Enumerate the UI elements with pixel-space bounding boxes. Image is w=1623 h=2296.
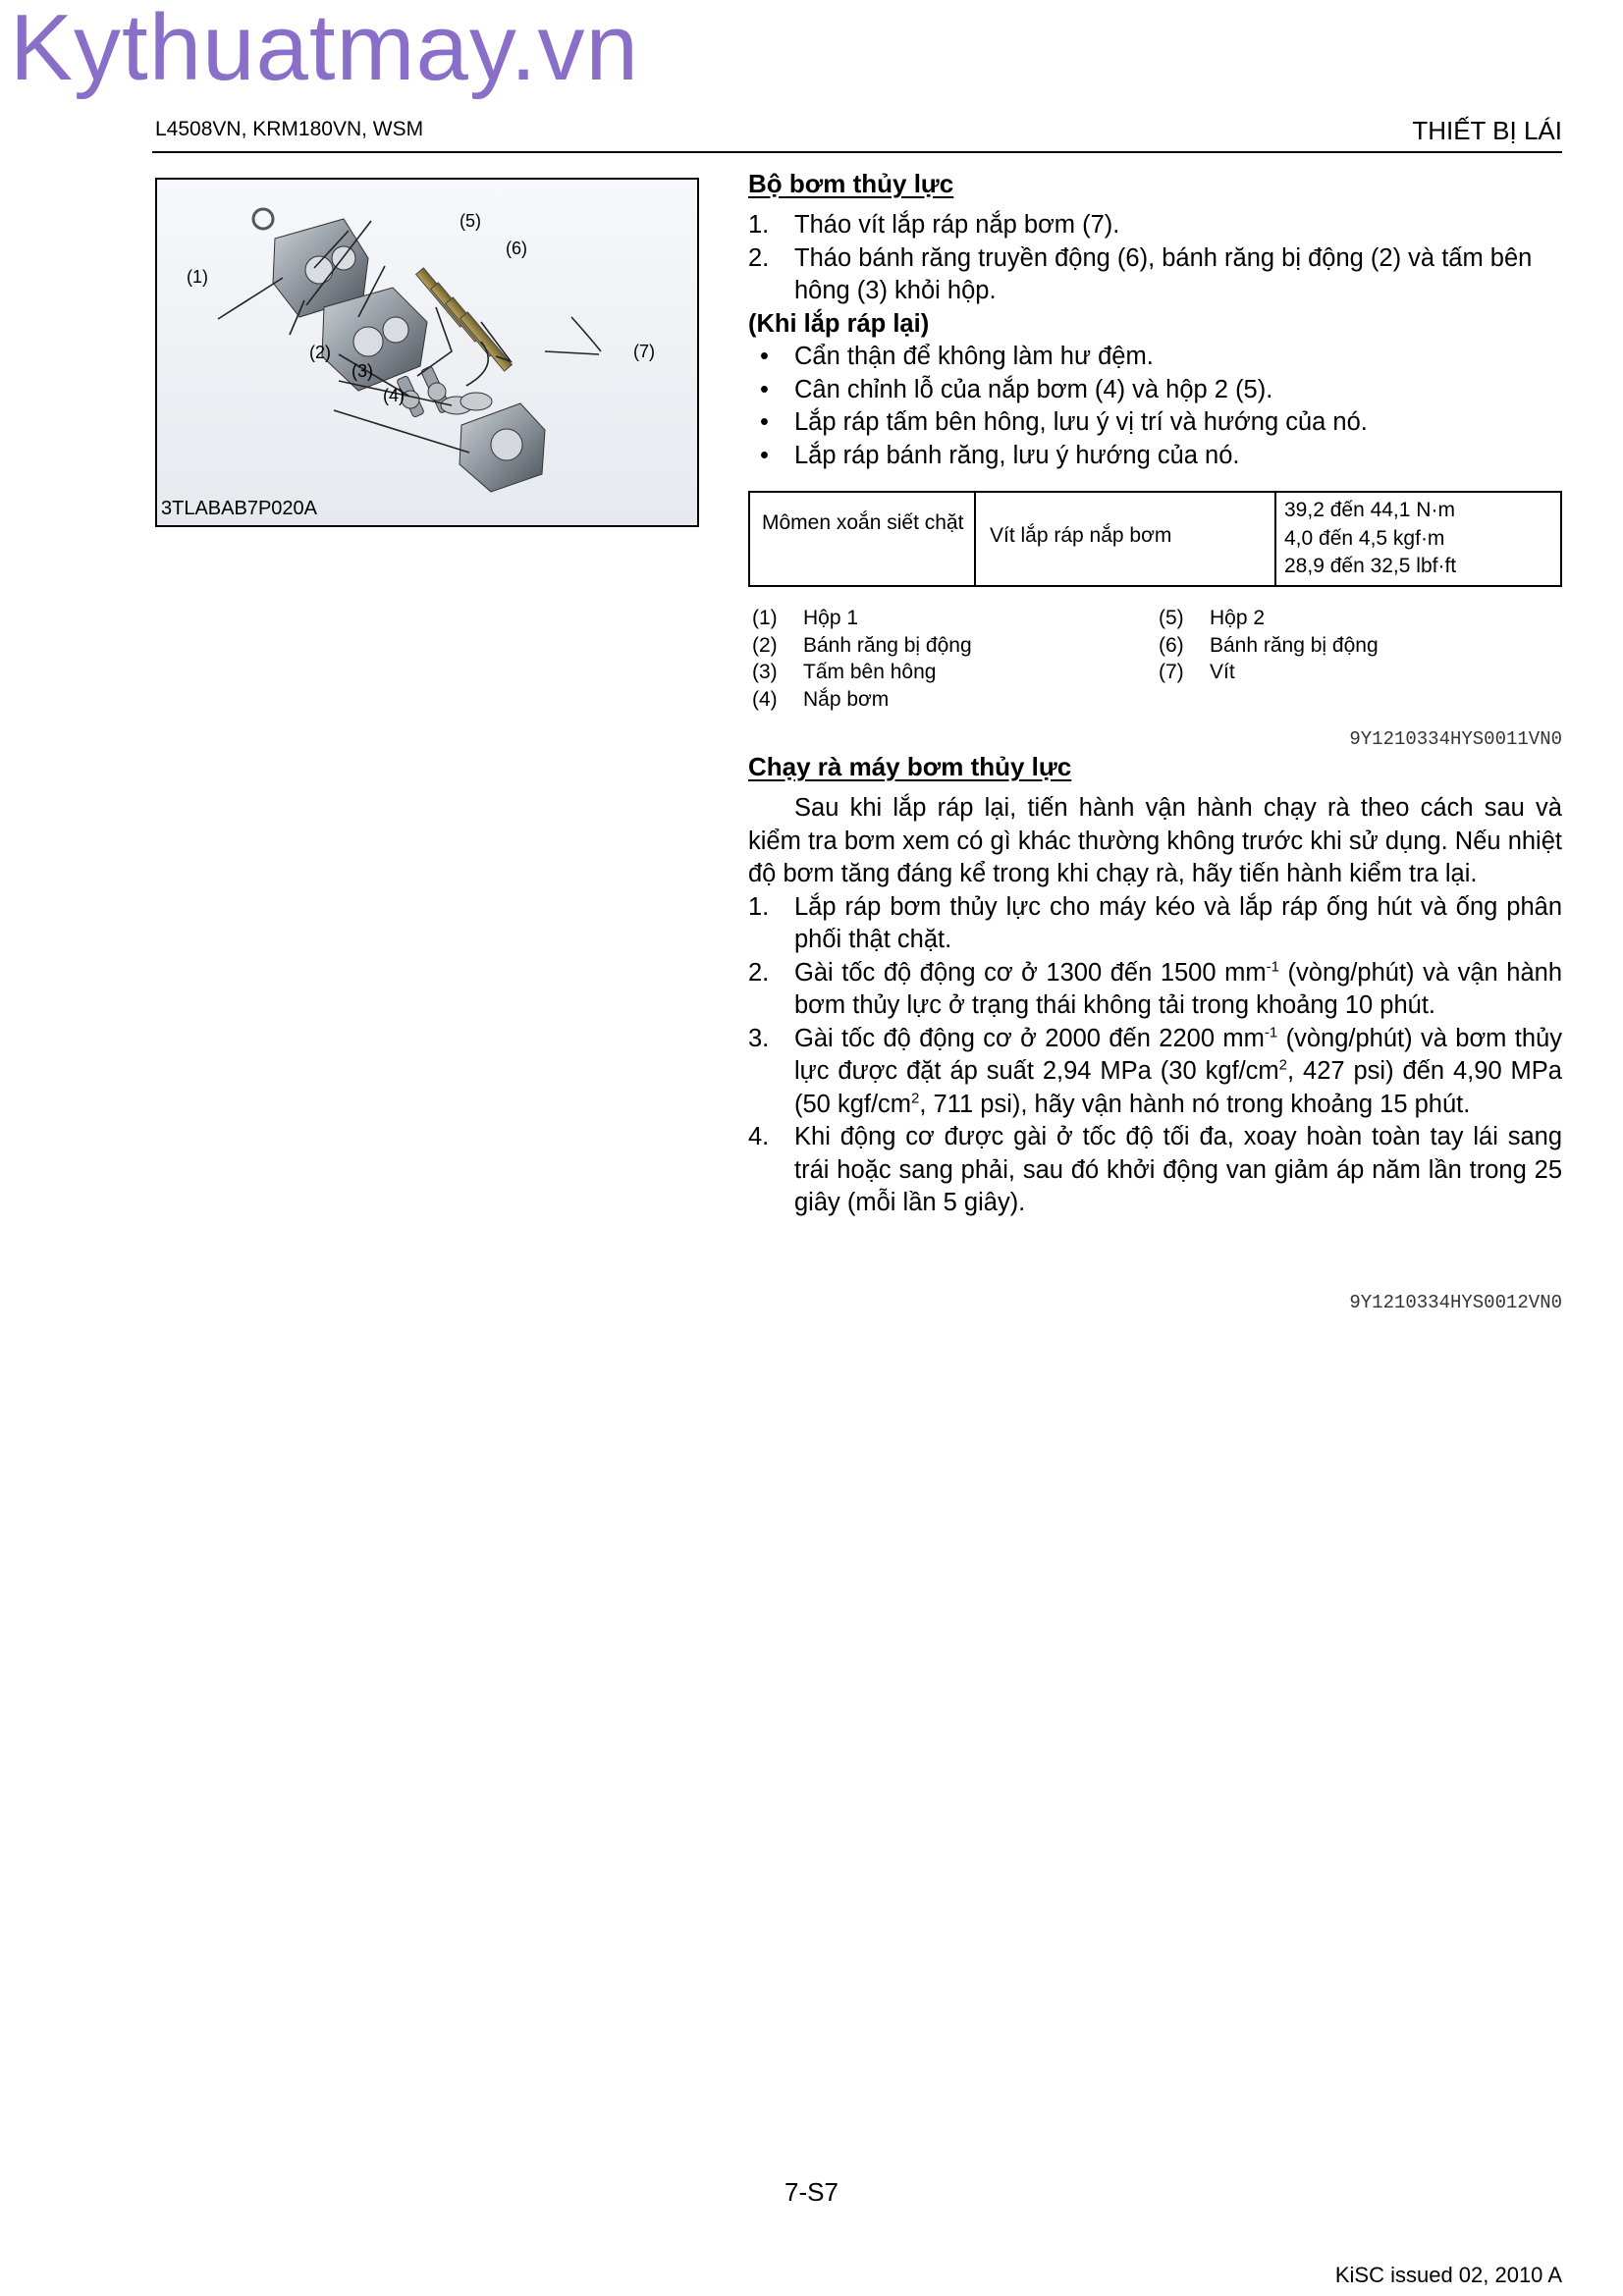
legend-item: (5) Hộp 2	[1159, 607, 1266, 629]
page-number: 7-S7	[784, 2177, 839, 2207]
reassembly-heading: (Khi lắp ráp lại)	[748, 309, 930, 338]
callout-7: (7)	[633, 342, 655, 361]
callout-2: (2)	[309, 343, 331, 362]
header-section-title: THIẾT BỊ LÁI	[1412, 116, 1562, 145]
legend-item: (2) Bánh răng bị động	[752, 633, 972, 657]
section-title-break-in: Chạy rà máy bơm thủy lực	[748, 752, 1072, 781]
callout-5: (5)	[460, 211, 481, 231]
header-divider	[152, 151, 1562, 153]
legend-item: (6) Bánh răng bị động	[1159, 633, 1379, 657]
torque-spec-table	[748, 491, 1562, 587]
torque-values: 39,2 đến 44,1 N·m 4,0 đến 4,5 kgf·m 28,9 đến 32,5 lbf·ft	[1284, 499, 1457, 577]
break-in-step: 4. Khi động cơ được gài ở tốc độ tối đa, xoay hoàn toàn tay lái sang trái hoặc sang phải, sau đó khởi động van giảm áp năm lần trong 25 giây (mỗi lần 5 giây).	[748, 1123, 1562, 1216]
disassembly-step: 1. Tháo vít lắp ráp nắp bơm (7).	[748, 211, 1120, 239]
reassembly-note: • Cẩn thận để không làm hư đệm.	[760, 343, 1154, 370]
reassembly-note: • Lắp ráp tấm bên hông, lưu ý vị trí và hướng của nó.	[760, 408, 1368, 436]
break-in-step: 2. Gài tốc độ động cơ ở 1300 đến 1500 $mm^{-1}$ (vòng/phút) và vận hành bơm thủy lực ở trạng thái không tải trong khoảng 10 phút.	[748, 958, 1563, 1019]
callout-4: (4)	[383, 386, 405, 405]
legend-item: (4) Nắp bơm	[752, 687, 890, 711]
callout-6: (6)	[506, 239, 527, 258]
document-code: 9Y1210334HYS0011VN0	[1349, 728, 1562, 750]
watermark-logo: Kythuatmay.vn	[10, 0, 639, 100]
break-in-step: 1. Lắp ráp bơm thủy lực cho máy kéo và lắp ráp ống hút và ống phân phối thật chặt.	[748, 892, 1562, 953]
legend-item: (7) Vít	[1159, 661, 1235, 683]
section-title-pump-unit: Bộ bơm thủy lực	[748, 169, 954, 198]
torque-item: Vít lắp ráp nắp bơm	[990, 524, 1172, 547]
parts-legend-left	[752, 605, 1125, 713]
torque-label: Mômen xoắn siết chặt	[762, 511, 964, 534]
callout-1: (1)	[187, 267, 208, 287]
issue-info: KiSC issued 02, 2010 A	[1334, 2263, 1562, 2287]
parts-legend-right	[1159, 605, 1551, 686]
callout-3: (3)	[352, 361, 373, 381]
reassembly-note: • Lắp ráp bánh răng, lưu ý hướng của nó.	[760, 441, 1240, 469]
disassembly-step: 2. Tháo bánh răng truyền động (6), bánh răng bị động (2) và tấm bên hông (3) khỏi hộp.	[748, 243, 1533, 304]
pump-exploded-figure	[155, 178, 699, 527]
document-code: 9Y1210334HYS0012VN0	[1349, 1292, 1562, 1313]
header-manual-code: L4508VN, KRM180VN, WSM	[155, 118, 424, 140]
figure-code: 3TLABAB7P020A	[161, 498, 317, 519]
pump-parts-illustration	[157, 180, 697, 525]
break-in-step: 3. Gài tốc độ động cơ ở 2000 đến 2200 $mm^{-1}$ (vòng/phút) và bơm thủy lực được đặt áp suất 2,94 MPa (30 kgf/$cm^2$, 427 psi) đến 4,90 MPa (50 kgf/$cm^2$, 711 psi), hãy vận hành nó trong khoảng 15 phút.	[748, 1024, 1563, 1118]
legend-item: (1) Hộp 1	[752, 607, 859, 629]
reassembly-note: • Cân chỉnh lỗ của nắp bơm (4) và hộp 2 (5).	[760, 375, 1273, 403]
break-in-intro: Sau khi lắp ráp lại, tiến hành vận hành chạy rà theo cách sau và kiểm tra bơm xem có gì khác thường không trước khi sử dụng. Nếu nhiệt độ bơm tăng đáng kể trong khi chạy rà, hãy tiến hành kiểm tra lại.	[748, 794, 1562, 887]
legend-item: (3) Tấm bên hông	[752, 661, 937, 683]
